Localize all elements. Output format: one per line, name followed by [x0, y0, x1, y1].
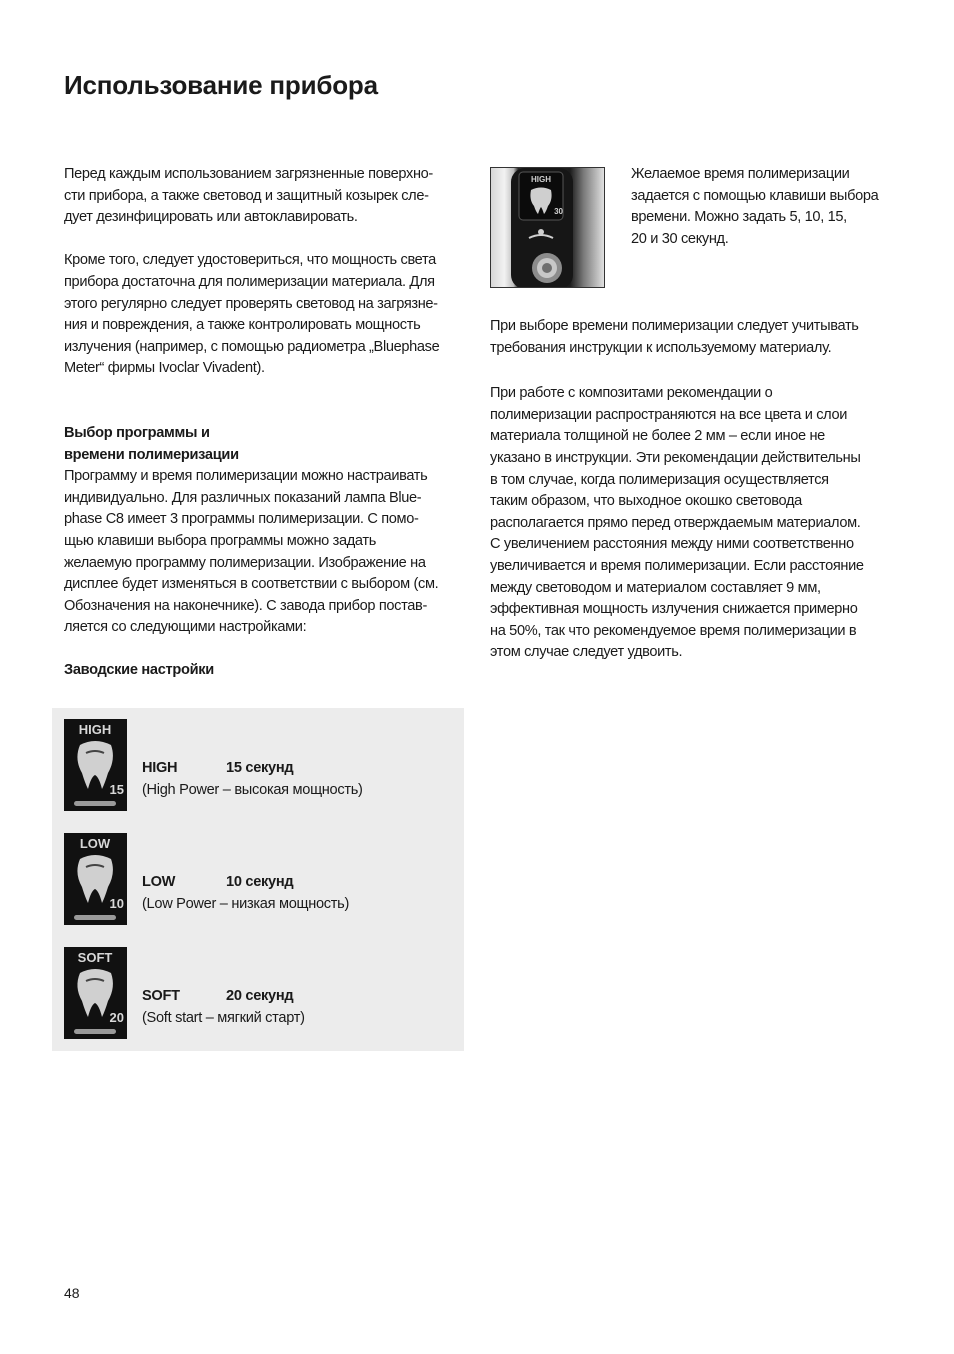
section-heading-program: Выбор программы и времени полимеризации — [64, 424, 239, 463]
icon-label: SOFT — [77, 950, 113, 965]
left-column — [64, 164, 464, 639]
factory-settings-heading: Заводские настройки — [64, 662, 214, 678]
paragraph-light-power: Кроме того, следует удостовериться, что мощность света прибора достаточна для полимеризации материала. Для этого регулярно следует проверять световод на загрязне- ния и повреждения, а также контролировать мощность излучения (например, с помощью радиометра „Bluephase Meter“ фирмы Ivoclar Vivadent). — [64, 252, 440, 377]
preset-time: 15 секунд — [226, 760, 294, 776]
paragraph-program: Программу и время полимеризации можно настраивать индивидуально. Для различных показаний лампа Blue- phase C8 имеет 3 программы полимеризации. С помо- щью клавиши выбора программы можно задать желаемую программу полимеризации. Изображение на дисплее будет изменяться в соответствии с выбором (см. Обозначения на наконечнике). С завода прибор постав- ляется со следующими настройками: — [64, 468, 439, 636]
preset-name: HIGH — [142, 760, 178, 776]
device-photo — [490, 167, 605, 288]
right-column — [490, 316, 890, 664]
preset-text — [142, 985, 305, 1029]
preset-high — [64, 719, 454, 811]
preset-text — [142, 871, 349, 915]
photo-display-label: HIGH — [531, 175, 551, 184]
icon-number: 10 — [109, 896, 124, 911]
icon-number: 20 — [109, 1010, 124, 1025]
preset-description: (High Power – высокая мощность) — [142, 782, 363, 798]
paragraph-material-instructions: При выборе времени полимеризации следует учитывать требования инструкции к используемому материалу. — [490, 318, 859, 356]
page-title: Использование прибора — [64, 70, 378, 100]
page-number: 48 — [64, 1285, 80, 1301]
photo-caption: Желаемое время полимеризации задается с помощью клавиши выбора времени. Можно задать 5, 10, 15, 20 и 30 секунд. — [631, 166, 879, 247]
icon-label: LOW — [79, 836, 111, 851]
preset-soft — [64, 947, 454, 1039]
preset-description: (Soft start – мягкий старт) — [142, 1010, 305, 1026]
factory-settings-box — [52, 708, 464, 1051]
icon-number: 15 — [109, 782, 124, 797]
preset-description: (Low Power – низкая мощность) — [142, 896, 350, 912]
icon-label: HIGH — [78, 722, 112, 737]
paragraph-composites: При работе с композитами рекомендации о полимеризации распространяются на все цвета и слои материала толщиной не более 2 мм – если иное не указано в инструкции. Эти рекомендации действительны в том случае, когда полимеризация осуществляется таким образом, что выходное окошко световода располагается прямо перед отверждаемым материалом. С увеличением расстояния между ними соответственно увеличивается и время полимеризации. Если расстояние между световодом и материалом составляет 9 мм, эффективная мощность излучения снижается примерно на 50%, так что рекомендуемое время полимеризации в этом случае следует удвоить. — [490, 385, 864, 661]
preset-name: SOFT — [142, 988, 180, 1004]
preset-low — [64, 833, 454, 925]
photo-display-number: 30 — [554, 207, 563, 216]
preset-time: 10 секунд — [226, 874, 294, 890]
preset-name: LOW — [142, 874, 176, 890]
preset-text — [142, 757, 363, 801]
preset-time: 20 секунд — [226, 988, 294, 1004]
paragraph-disinfection: Перед каждым использованием загрязненные поверхно- сти прибора, а также световод и защитный козырек сле- дует дезинфицировать или автоклавировать. — [64, 166, 433, 226]
tooth-display-icon — [64, 719, 127, 811]
tooth-display-icon — [64, 833, 127, 925]
tooth-display-icon — [64, 947, 127, 1039]
